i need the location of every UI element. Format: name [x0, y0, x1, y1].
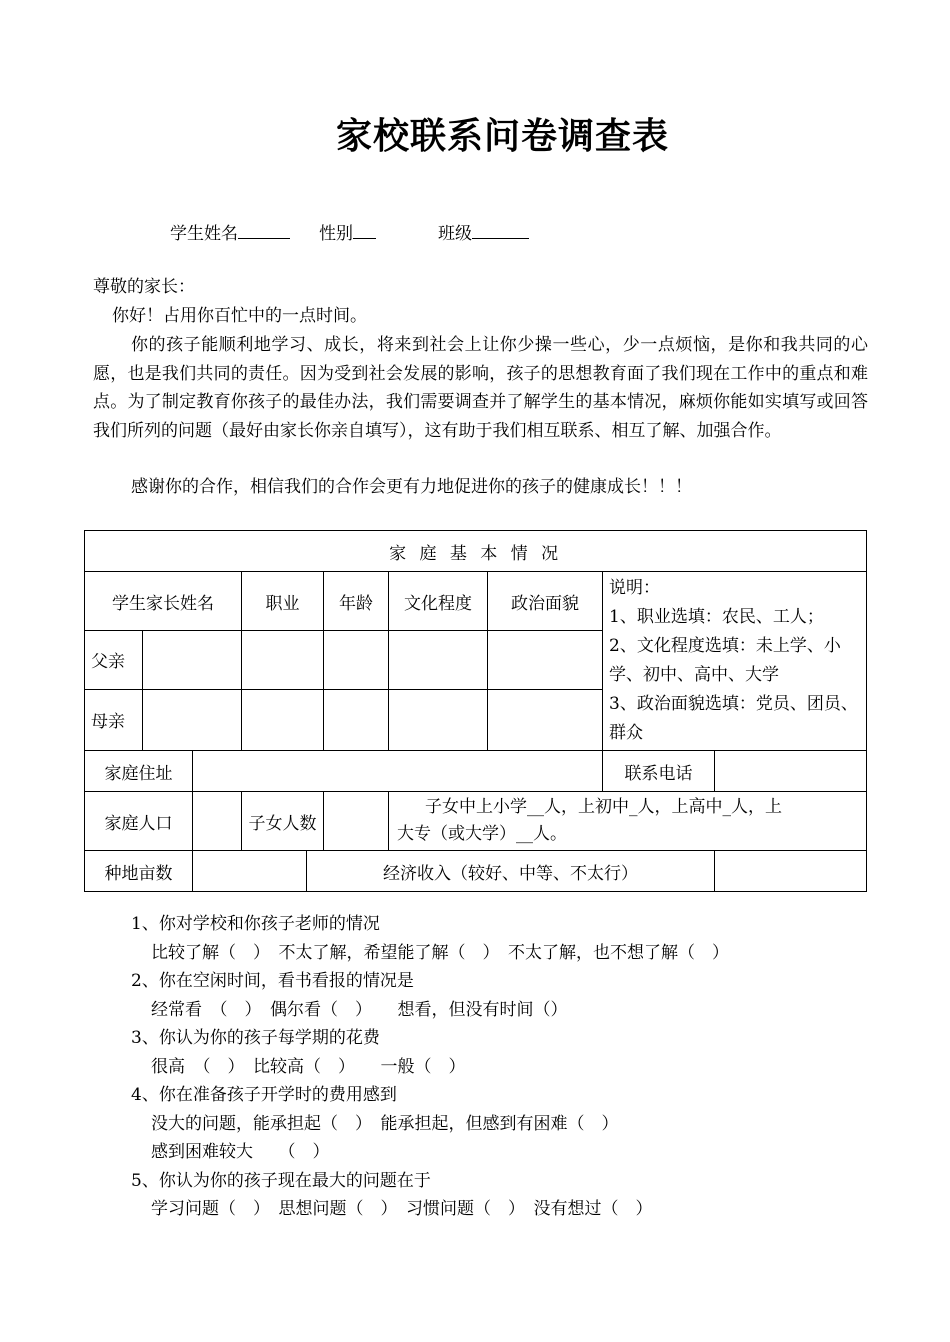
- children-count-label: 子女人数: [242, 792, 324, 851]
- population-cell[interactable]: [193, 792, 242, 851]
- children-schooling-line: 大专（或大学）__人。: [397, 824, 567, 844]
- class-blank[interactable]: [472, 223, 529, 239]
- question-4-options-extra[interactable]: 感到困难较大 （ ）: [151, 1142, 330, 1162]
- income-label: 经济收入（较好、中等、不太行）: [307, 851, 715, 892]
- question-3-options[interactable]: 很高 （ ） 比较高（ ） 一般（ ）: [151, 1056, 466, 1077]
- question-5: 5、你认为你的孩子现在最大的问题在于: [131, 1170, 431, 1191]
- col-parent-name: 学生家长姓名: [85, 572, 242, 631]
- father-education-cell[interactable]: [389, 631, 488, 689]
- letter-salutation: 尊敬的家长：: [93, 277, 195, 297]
- table-heading: 家 庭 基 本 情 况: [85, 531, 867, 572]
- father-label: 父亲: [85, 631, 143, 689]
- children-schooling: [389, 792, 867, 851]
- question-4: 4、你在准备孩子开学时的费用感到: [131, 1085, 397, 1105]
- family-info-table: [84, 530, 867, 892]
- class-label: 班级: [438, 224, 472, 244]
- address-cell[interactable]: [193, 751, 603, 792]
- address-label: 家庭住址: [85, 751, 193, 792]
- gender-field: [319, 219, 376, 244]
- question-4-options[interactable]: 没大的问题，能承担起（ ） 能承担起，但感到有困难（ ）: [151, 1113, 619, 1134]
- mother-political-cell[interactable]: [488, 689, 603, 750]
- mother-education-cell[interactable]: [389, 689, 488, 750]
- note-line: 2、文化程度选填：未上学、小学、初中、高中、大学: [609, 636, 841, 685]
- father-job-cell[interactable]: [242, 631, 324, 689]
- question-3: 3、你认为你的孩子每学期的花费: [131, 1028, 380, 1048]
- farmland-cell[interactable]: [193, 851, 307, 892]
- children-schooling-line: 子女中上小学__人，上初中_人，上高中_人，上: [425, 797, 782, 817]
- page-title: 家校联系问卷调查表: [335, 116, 669, 157]
- gender-label: 性别: [319, 224, 353, 244]
- student-name-blank[interactable]: [238, 223, 290, 239]
- note-line: 说明：: [609, 578, 660, 598]
- question-2-options[interactable]: 经常看 （ ） 偶尔看（ ） 想看，但没有时间（）: [151, 999, 568, 1020]
- mother-job-cell[interactable]: [242, 689, 324, 750]
- phone-cell[interactable]: [715, 751, 867, 792]
- class-field: [438, 219, 529, 244]
- col-job: 职业: [242, 572, 324, 631]
- father-political-cell[interactable]: [488, 631, 603, 689]
- col-age: 年龄: [324, 572, 389, 631]
- mother-label: 母亲: [85, 689, 143, 750]
- note-line: 3、政治面貌选填：党员、团员、群众: [609, 694, 858, 743]
- table-note: [603, 572, 867, 751]
- question-5-options[interactable]: 学习问题（ ） 思想问题（ ） 习惯问题（ ） 没有想过（ ）: [151, 1199, 653, 1219]
- question-2: 2、你在空闲时间，看书看报的情况是: [131, 971, 414, 991]
- col-political: 政治面貌: [488, 572, 603, 631]
- question-1: 1、你对学校和你孩子老师的情况: [131, 914, 380, 934]
- letter-body: 你的孩子能顺利地学习、成长，将来到社会上让你少操一些心，少一点烦恼，是你和我共同的心愿，也是我们共同的责任。因为受到社会发展的影响，孩子的思想教育面了我们现在工作中的重点和难点。为了制定教育你孩子的最佳办法，我们需要调查并了解学生的基本情况，麻烦你能如实填写或回答我们所列的问题（最好由家长你亲自填写），这有助于我们相互联系、相互了解、加强合作。: [93, 335, 868, 441]
- children-count-cell[interactable]: [324, 792, 389, 851]
- note-line: 1、职业选填：农民、工人；: [609, 607, 824, 627]
- population-label: 家庭人口: [85, 792, 193, 851]
- letter-greeting: 你好！占用你百忙中的一点时间。: [112, 306, 367, 326]
- mother-age-cell[interactable]: [324, 689, 389, 750]
- col-education: 文化程度: [389, 572, 488, 631]
- income-cell[interactable]: [715, 851, 867, 892]
- gender-blank[interactable]: [353, 223, 376, 239]
- father-name-cell[interactable]: [143, 631, 242, 689]
- farmland-label: 种地亩数: [85, 851, 193, 892]
- student-name-field: [170, 219, 290, 244]
- father-age-cell[interactable]: [324, 631, 389, 689]
- student-name-label: 学生姓名: [170, 224, 238, 244]
- mother-name-cell[interactable]: [143, 689, 242, 750]
- question-1-options[interactable]: 比较了解（ ） 不太了解，希望能了解（ ） 不太了解，也不想了解（ ）: [151, 942, 729, 963]
- phone-label: 联系电话: [603, 751, 715, 792]
- letter-thanks: 感谢你的合作，相信我们的合作会更有力地促进你的孩子的健康成长！！！: [131, 477, 692, 497]
- question-list: [131, 910, 851, 1224]
